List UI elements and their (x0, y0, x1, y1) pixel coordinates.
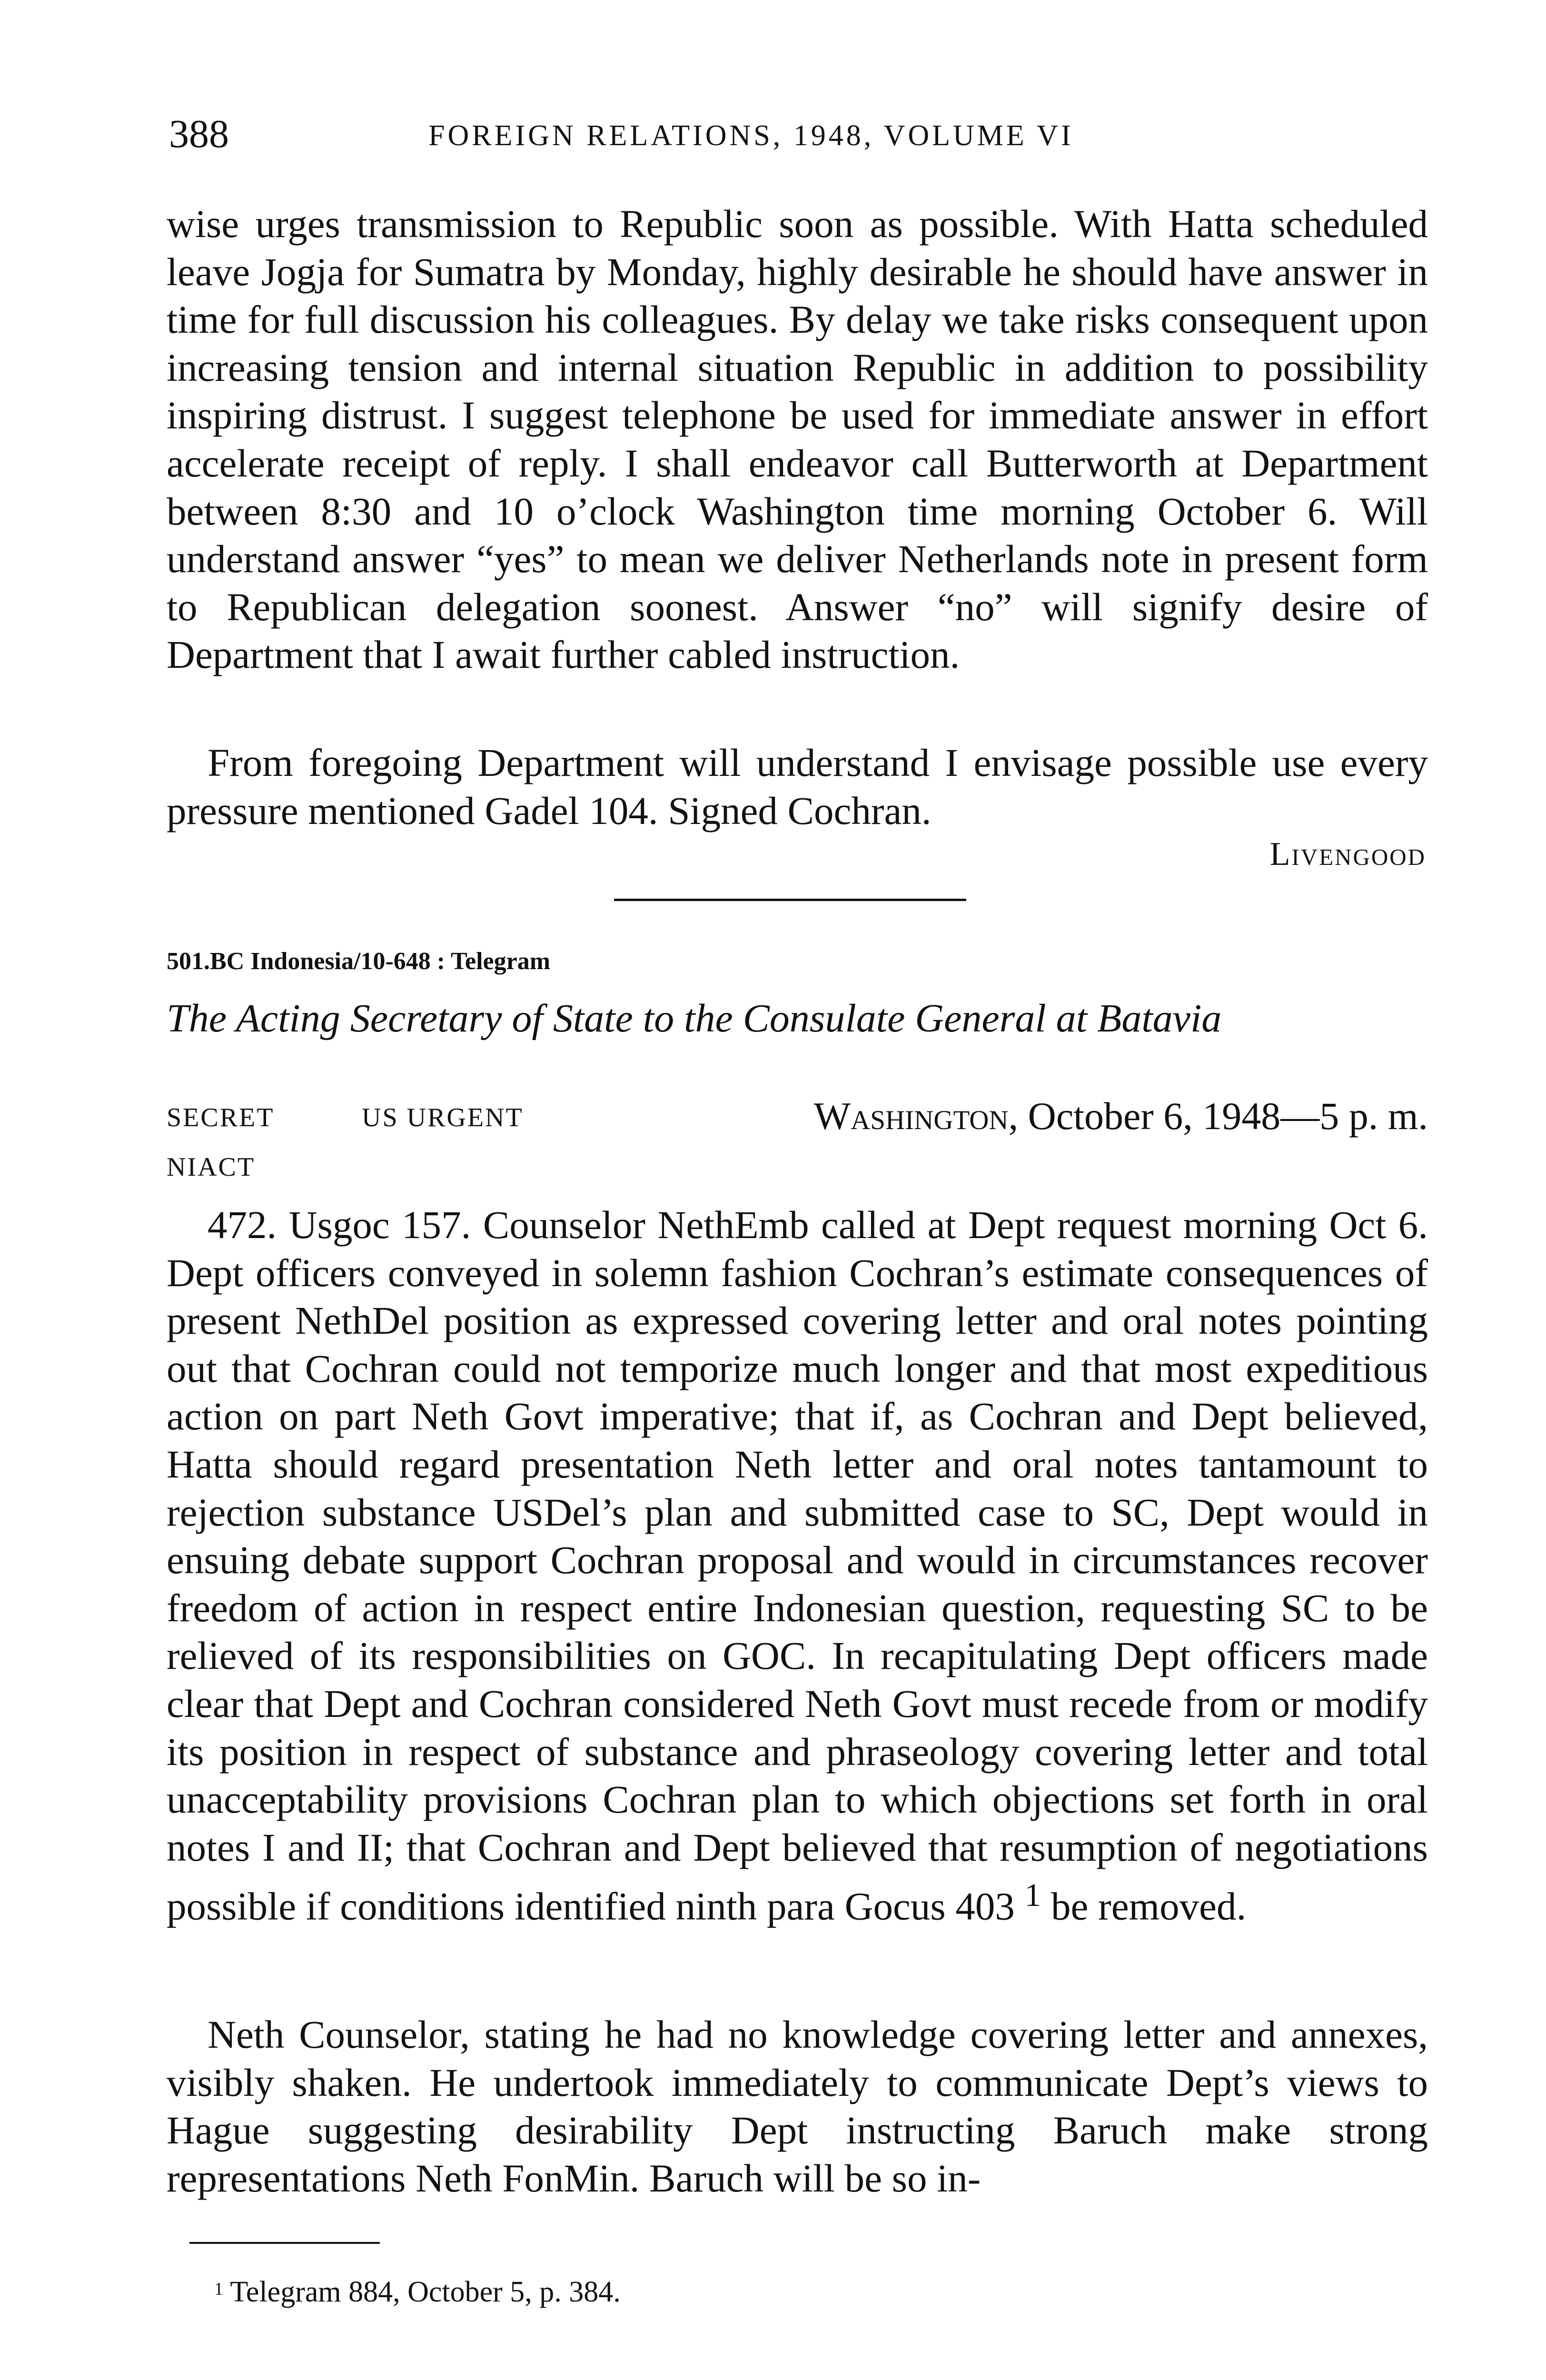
dateline-date: October 6, 1948—5 p. m. (1018, 1094, 1428, 1138)
telegram-paragraph-2: Neth Counselor, stating he had no knowledge covering letter and annexes, visibly shaken. He undertook immediately to communicate Dept’s views to Hague suggesting desirability Dept instructing Baruch make strong representations Neth FonMin. Baruch will be so in- (167, 2013, 1428, 2200)
classification-urgent: US URGENT (362, 1103, 524, 1132)
signature: Livengood (1269, 836, 1426, 873)
document-title: The Acting Secretary of State to the Consulate General at Batavia (167, 996, 1222, 1041)
classification-niact: NIACT (167, 1152, 256, 1182)
footnote-text: Telegram 884, October 5, p. 384. (230, 2276, 621, 2308)
footnote (214, 2275, 621, 2309)
classification-secret: SECRET (167, 1103, 275, 1132)
footnote-rule (189, 2242, 380, 2244)
dateline-place: Washington, (813, 1094, 1019, 1138)
document-file-number: 501.BC Indonesia/10-648 : Telegram (167, 948, 551, 975)
running-head: FOREIGN RELATIONS, 1948, VOLUME VI (428, 119, 1074, 152)
footnote-marker: 1 (214, 2279, 223, 2299)
body-paragraph-2: From foregoing Department will understand I envisage possible use every pressure mentioned Gadel 104. Signed Cochran. (167, 741, 1428, 833)
section-divider (614, 899, 966, 901)
dateline (814, 1095, 1428, 1138)
body-paragraph-1: wise urges transmission to Republic soon as possible. With Hatta scheduled leave Jogja for Sumatra by Monday, highly desirable he should have answer in time for full discussion his colleagues. By delay we take risks consequent upon increasing tension and internal situation Republic in addition to possibility inspiring distrust. I suggest telephone be used for immediate answer in effort accelerate receipt of reply. I shall endeavor call Butterworth at Department between 8:30 and 10 o’clock Washington time morning October 6. Will understand answer “yes” to mean we deliver Netherlands note in present form to Republican delegation soonest. Answer “no” will signify desire of Department that I await further cabled instruction. (167, 202, 1428, 677)
footnote-ref: 1 (1024, 1876, 1041, 1914)
telegram-paragraph-1-end: be removed. (1041, 1884, 1247, 1928)
telegram-paragraph-1-text: 472. Usgoc 157. Counselor NethEmb called at Dept request morning Oct 6. Dept officers conveyed in solemn fashion Cochran’s estimate consequences of present NethDel position as expressed covering letter and oral notes pointing out that Cochran could not temporize much longer and that most expeditious action on part Neth Govt imperative; that if, as Cochran and Dept believed, Hatta should regard presentation Neth letter and oral notes tantamount to rejection substance USDel’s plan and submitted case to SC, Dept would in ensuing debate support Cochran proposal and would in circumstances recover freedom of action in respect entire Indonesian question, requesting SC to be relieved of its responsibilities on GOC. In recapitulating Dept officers made clear that Dept and Cochran considered Neth Govt must recede from or modify its position in respect of substance and phraseology covering letter and total unacceptability provisions Cochran plan to which objections set forth in oral notes I and II; that Cochran and Dept believed that resumption of negotiations possible if conditions identified ninth para Gocus 403 (167, 1203, 1428, 1928)
classification-row (167, 1095, 1428, 1138)
page-header (169, 112, 1428, 156)
telegram-paragraph-1 (167, 1201, 1428, 1931)
page-number: 388 (169, 112, 229, 156)
